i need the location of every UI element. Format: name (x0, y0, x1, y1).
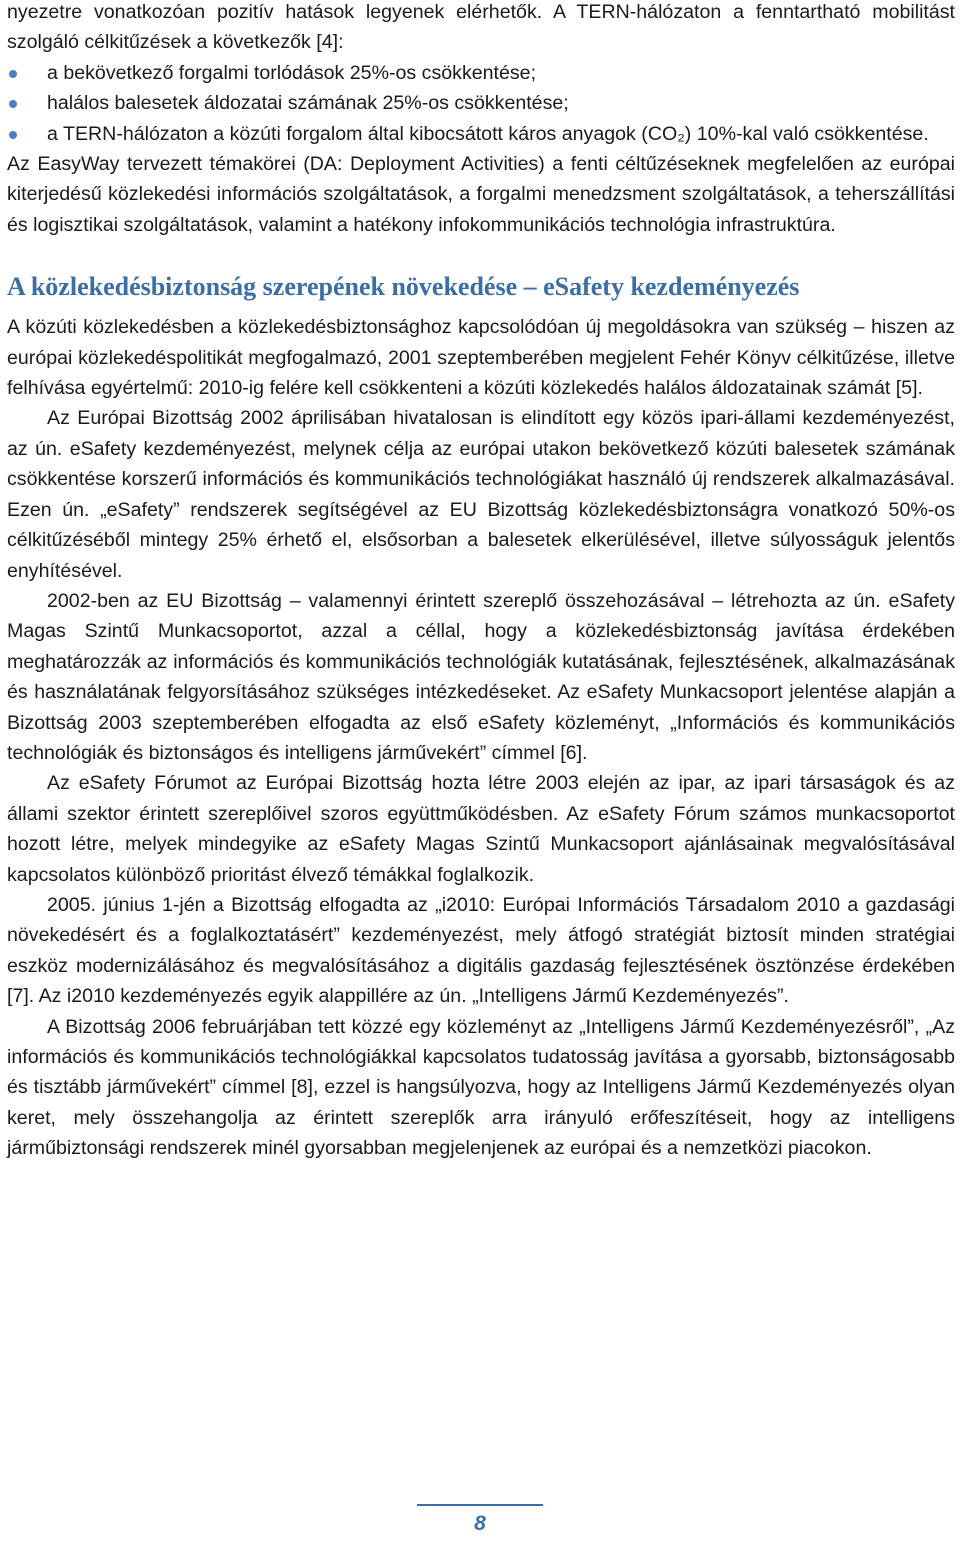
goals-list (7, 58, 955, 149)
footer-divider (417, 1504, 543, 1506)
section-heading: A közlekedésbiztonság szerepének növekedése – eSafety kezdeményezés (7, 272, 800, 302)
document-page (7, 0, 955, 1164)
body-paragraph: Az eSafety Fórumot az Európai Bizottság hozta létre 2003 elején az ipar, az ipari társaságok és az állami szektor érintett szereplőivel szoros együttműködésben. Az eSafety Fórum számos munkacsoportot hozott létre, melyek mindegyike az eSafety Magas Szintű Munkacsoport ajánlásainak megvalósításával kapcsolatos különböző prioritást élvező témákkal foglalkozik. (7, 772, 955, 886)
list-item-text: a bekövetkező forgalmi torlódások 25%-os csökkentése; (47, 61, 537, 84)
page-number: 8 (474, 1512, 486, 1535)
body-paragraph: A Bizottság 2006 februárjában tett közzé egy közleményt az „Intelligens Jármű Kezdeményezésről”, „Az információs és kommunikációs technológiákkal kapcsolatos tudatosság javítása a gyorsabb, biztonságosabb és tisztább járművekért” címmel [8], ezzel is hangsúlyozva, hogy az Intelligens Jármű Kezdeményezés olyan keret, mely összehangolja az érintett szereplők arra irányuló erőfeszítéseit, hogy az intelligens járműbiztonsági rendszerek minél gyorsabban megjelenjenek az európai és a nemzetközi piacokon. (7, 1015, 955, 1160)
easyway-paragraph: Az EasyWay tervezett témakörei (DA: Deployment Activities) a fenti céltűzéseknek megfelelően az európai kiterjedésű közlekedési információs szolgáltatások, a forgalmi menedzsment szolgáltatások, a teherszállítási és logisztikai szolgáltatások, valamint a hatékony infokommunikációs technológia infrastruktúra. (7, 153, 955, 236)
list-item (7, 119, 955, 149)
bullet-icon (9, 70, 17, 78)
bullet-icon (9, 131, 17, 139)
bullet-icon (9, 100, 17, 108)
list-item-text: a TERN-hálózaton a közúti forgalom által kibocsátott káros anyagok (CO₂) 10%-kal való csökkentése. (47, 122, 929, 145)
body-paragraph: Az Európai Bizottság 2002 áprilisában hivatalosan is elindított egy közös ipari-állami kezdeményezést, az ún. eSafety kezdeményezést, melynek célja az európai utakon bekövetkező közúti balesetek számának csökkentése korszerű információs és kommunikációs technológiákat használó új rendszerek alkalmazásával. Ezen ún. „eSafety” rendszerek segítségével az EU Bizottság közlekedésbiztonságra vonatkozó 50%-os célkitűzéséből mintegy 25% érhető el, elsősorban a balesetek elkerülésével, illetve súlyosságuk jelentős enyhítésével. (7, 407, 955, 582)
body-paragraph: 2005. június 1-jén a Bizottság elfogadta az „i2010: Európai Információs Társadalom 2010 a gazdasági növekedésért és a foglalkoztatásért” kezdeményezést, mely átfogó stratégiát biztosít minden stratégiai eszköz modernizálásához és megvalósításához a digitális gazdaság fejlesztésének ösztönzése érdekében [7]. Az i2010 kezdeményezés egyik alappillére az ún. „Intelligens Jármű Kezdeményezés”. (7, 893, 955, 1008)
list-item-text: halálos balesetek áldozatai számának 25%-os csökkentése; (47, 92, 569, 115)
intro-paragraph: nyezetre vonatkozóan pozitív hatások legyenek elérhetők. A TERN-hálózaton a fenntartható mobilitást szolgáló célkitűzések a következők [4]: (7, 1, 955, 54)
body-paragraph: A közúti közlekedésben a közlekedésbiztonsághoz kapcsolódóan új megoldásokra van szükség – hiszen az európai közlekedéspolitikát megfogalmazó, 2001 szeptemberében megjelent Fehér Könyv célkitűzése, illetve felhívása egyértelmű: 2010-ig felére kell csökkenteni a közúti közlekedés halálos áldozatainak számát [5]. (7, 316, 955, 400)
list-item (7, 58, 955, 88)
list-item (7, 88, 955, 118)
body-paragraph: 2002-ben az EU Bizottság – valamennyi érintett szereplő összehozásával – létrehozta az ún. eSafety Magas Szintű Munkacsoportot, azzal a céllal, hogy a közlekedésbiztonság javítása érdekében meghatározzák az információs és kommunikációs technológiák kutatásának, fejlesztésének, alkalmazásának és használatának felgyorsításához szükséges intézkedéseket. Az eSafety Munkacsoport jelentése alapján a Bizottság 2003 szeptemberében elfogadta az első eSafety közleményt, „Információs és kommunikációs technológiák és biztonságos és intelligens járművekért” címmel [6]. (7, 589, 955, 764)
